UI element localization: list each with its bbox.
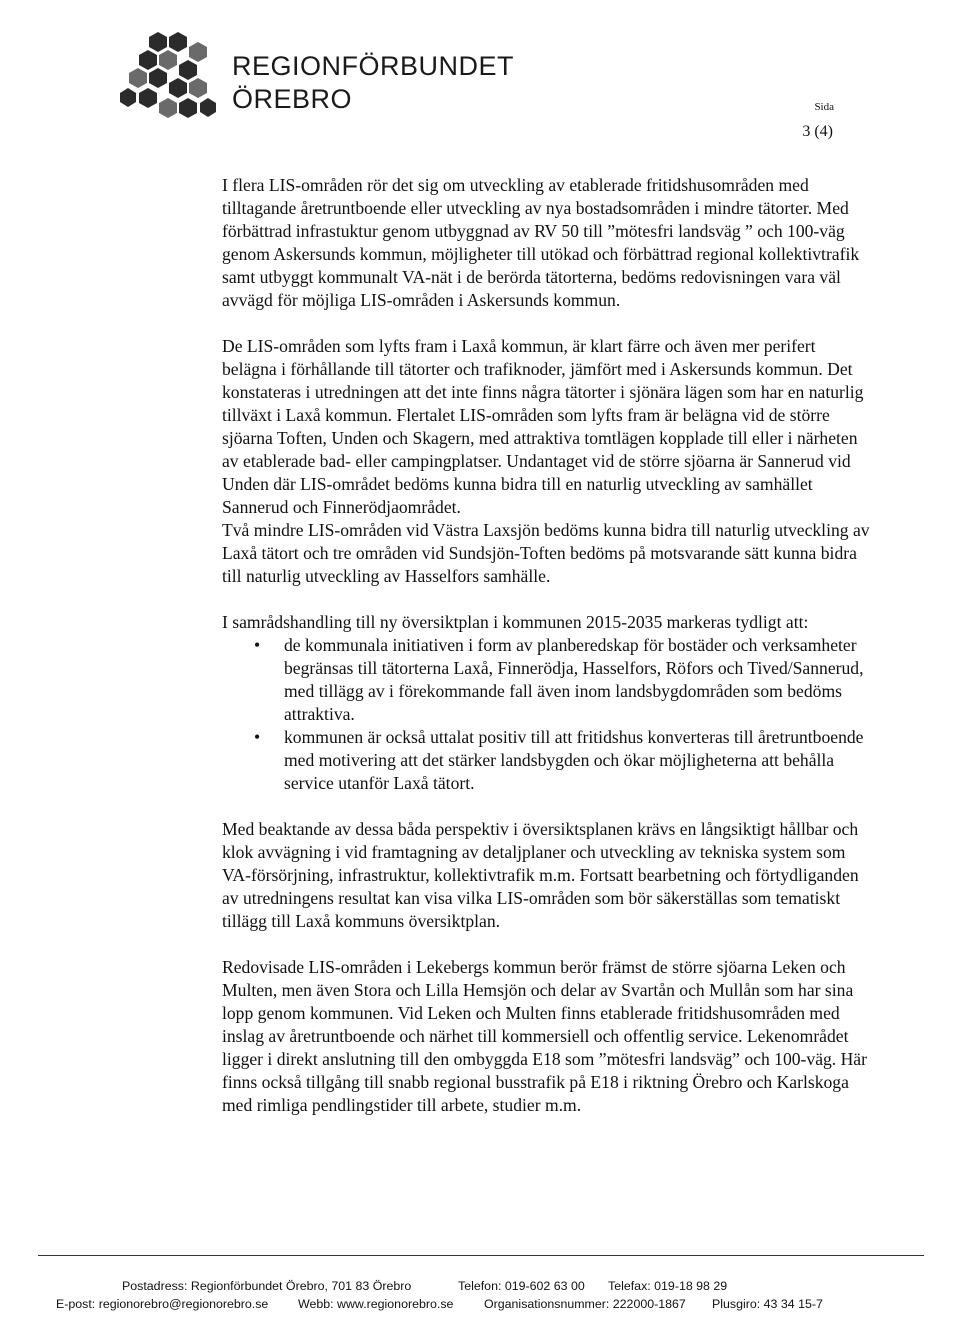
footer-plusgiro: Plusgiro: 43 34 15-7 bbox=[712, 1297, 823, 1311]
page-number: 3 (4) bbox=[802, 123, 833, 140]
logo-hexagon bbox=[169, 32, 187, 52]
logo-hexagon bbox=[129, 68, 147, 88]
paragraph: Redovisade LIS-områden i Lekebergs kommun berör främst de större sjöarna Leken och Multen, men även Stora och Lilla Hemsjön och delar av Svartån och Mullån som har sina lopp genom kommunen. Vid Leken och Multen finns etablerade fritidshusområden med inslag av åretruntboende och närhet till kommersiell och offentlig service. Lekenområdet ligger i direkt anslutning till den ombyggda E18 som ”mötesfri landsväg” och 100-väg. Här finns också tillgång till snabb regional busstrafik på E18 i riktning Örebro och Karlskoga med rimliga pendlingstider till arbete, studier m.m. bbox=[222, 957, 867, 1115]
logo-hexagon bbox=[179, 98, 197, 118]
logo-hexagon bbox=[149, 68, 167, 88]
bullet-item: • de kommunala initiativen i form av planberedskap för bostäder och verksamheter begränsas till tätorterna Laxå, Finnerödja, Hasselfors, Röfors och Tived/Sannerud, med tillägg av i förekommande fall även inom landsbygdområden som bedöms attraktiva. bbox=[284, 634, 872, 726]
bullet-list bbox=[222, 634, 872, 795]
paragraph: De LIS-områden som lyfts fram i Laxå kommun, är klart färre och även mer perifert belägna i förhållande till tätorter och trafiknoder, jämfört med i Askersunds kommun. Det konstateras i utredningen att det inte finns några tätorter i sjönära lägen som har en naturlig tillväxt i Laxå kommun. Flertalet LIS-områden som lyfts fram är belägna vid de större sjöarna Toften, Unden och Skagern, med attraktiva tomtlägen kopplade till eller i närheten av etablerade bad- eller campingplatser. Undantaget vid de större sjöarna är Sannerud vid Unden där LIS-området bedöms kunna bidra till en naturlig utveckling av samhället Sannerud och Finnerödjaområdet. bbox=[222, 336, 864, 517]
logo-hexagon bbox=[139, 88, 157, 108]
footer-fax: Telefax: 019-18 98 29 bbox=[608, 1279, 728, 1293]
footer-postal-address: Postadress: Regionförbundet Örebro, 701 83 Örebro bbox=[122, 1279, 412, 1293]
bullet-item: • kommunen är också uttalat positiv till att fritidshus konverteras till åretruntboende med motivering att det stärker landsbygden och ökar möjligheterna att behålla service utanför Laxå tätort. bbox=[284, 726, 872, 795]
footer-divider bbox=[38, 1255, 924, 1256]
logo-hexagon bbox=[120, 88, 136, 107]
logo-hexagon bbox=[159, 50, 177, 70]
paragraph: Två mindre LIS-områden vid Västra Laxsjön bedöms kunna bidra till naturlig utveckling av Laxå tätort och tre områden vid Sundsjön-Toften bedöms på motsvarande sätt kunna bidra till naturlig utveckling av Hasselfors samhälle. bbox=[222, 520, 870, 586]
footer-org-number: Organisationsnummer: 222000-1867 bbox=[484, 1297, 686, 1311]
logo-hexagon bbox=[189, 42, 207, 62]
logo-hexagon bbox=[139, 50, 157, 70]
footer-website: Webb: www.regionorebro.se bbox=[298, 1297, 454, 1311]
page-label: Sida bbox=[814, 101, 834, 113]
logo-hexagon bbox=[159, 98, 177, 118]
logo-hexagon bbox=[169, 78, 187, 98]
logo-hexagon bbox=[189, 78, 207, 98]
logo-hexagon bbox=[149, 32, 167, 52]
logo-hexagon bbox=[200, 98, 216, 117]
paragraph: Med beaktande av dessa båda perspektiv i översiktsplanen krävs en långsiktigt hållbar och klok avvägning i vid framtagning av detaljplaner och utveckling av tekniska system som VA-försörjning, infrastruktur, kollektivtrafik m.m. Fortsatt bearbetning och förtydliganden av utredningens resultat kan visa vilka LIS-områden som bör säkerställas som tematiskt tillägg till Laxå kommuns översiktplan. bbox=[222, 819, 859, 931]
logo-hexagon bbox=[179, 60, 197, 80]
footer-email: E-post: regionorebro@regionorebro.se bbox=[56, 1297, 269, 1311]
regionforbundet-logo bbox=[120, 28, 220, 126]
org-name bbox=[232, 50, 514, 116]
footer-phone: Telefon: 019-602 63 00 bbox=[458, 1279, 585, 1293]
org-name-line1: REGIONFÖRBUNDET bbox=[232, 51, 515, 81]
document-body bbox=[222, 174, 872, 1117]
org-name-line2: ÖREBRO bbox=[232, 84, 353, 114]
paragraph: I flera LIS-områden rör det sig om utveckling av etablerade fritidshusområden med tilltagande åretruntboende eller utveckling av nya bostadsområden i mindre tätorter. Med förbättrad infrastuktur genom utbyggnad av RV 50 till ”mötesfri landsväg ” och 100-väg genom Askersunds kommun, möjligheter till utökad och förbättrad regional kollektivtrafik samt utbyggt kommunalt VA-nät i de berörda tätorterna, bedöms redovisningen vara väl avvägd för möjliga LIS-områden i Askersunds kommun. bbox=[222, 175, 860, 310]
paragraph: I samrådshandling till ny översiktplan i kommunen 2015-2035 markeras tydligt att: bbox=[222, 612, 809, 632]
